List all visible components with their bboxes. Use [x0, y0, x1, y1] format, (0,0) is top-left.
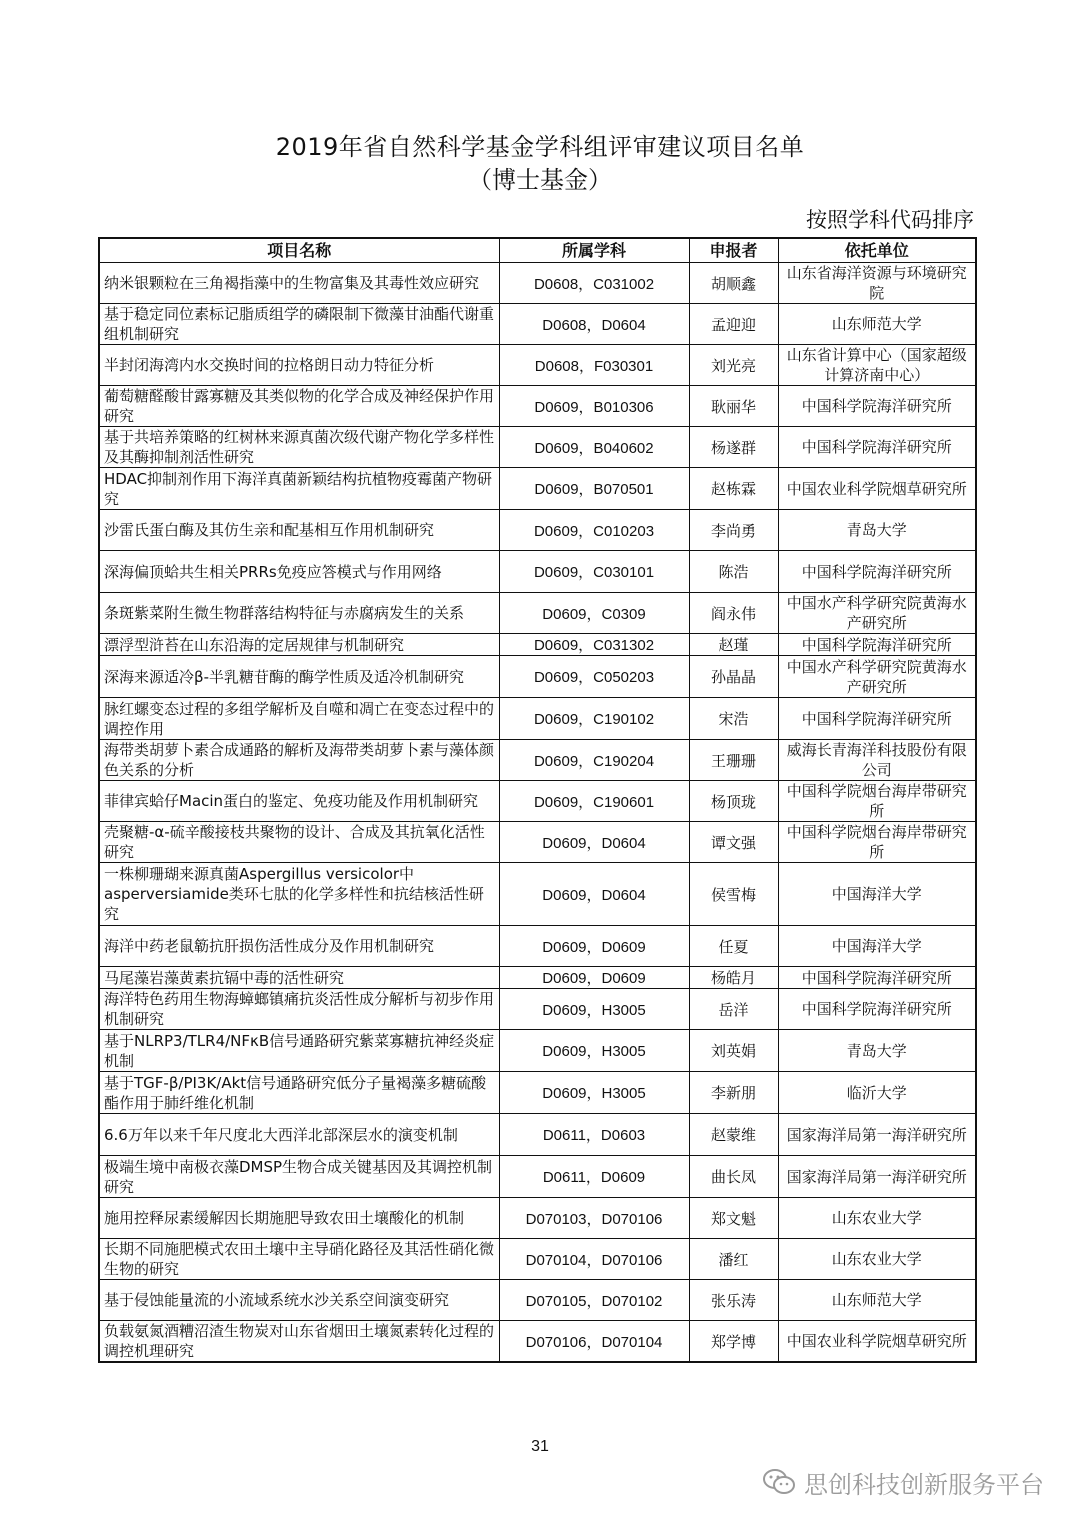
- institution-cell: [778, 989, 976, 1030]
- project-name-cell-text: 马尾藻岩藻黄素抗镉中毒的活性研究: [104, 968, 345, 987]
- table-row: [99, 1198, 976, 1239]
- applicant-cell: 赵瑾: [689, 634, 778, 656]
- header-applicant: 申报者: [689, 238, 778, 263]
- institution-cell-text: 临沂大学: [846, 1083, 907, 1102]
- discipline-cell: D0609，D0609: [499, 967, 689, 989]
- project-name-cell: [99, 510, 499, 551]
- project-name-cell-text: 一株柳珊瑚来源真菌Aspergillus versicolor中asperversiamide类环七肽的化学多样性和抗结核活性研究: [104, 865, 484, 923]
- applicant-cell: 潘红: [689, 1239, 778, 1280]
- institution-cell-text: 山东师范大学: [831, 1291, 922, 1309]
- project-name-cell: [99, 468, 499, 510]
- project-name-cell: [99, 989, 499, 1030]
- institution-cell: [778, 967, 976, 989]
- project-name-cell: [99, 1280, 499, 1321]
- discipline-cell: D0611，D0603: [499, 1114, 689, 1156]
- project-name-cell-text: 壳聚糖-α-硫辛酸接枝共聚物的设计、合成及其抗氧化活性研究: [104, 823, 485, 861]
- project-name-cell-text: 基于NLRP3/TLR4/NFκB信号通路研究紫菜寡糖抗神经炎症机制: [104, 1031, 495, 1070]
- project-name-cell: [99, 1156, 499, 1198]
- project-name-cell-text: 沙雷氏蛋白酶及其仿生亲和配基相互作用机制研究: [104, 521, 435, 539]
- discipline-cell: D070104，D070106: [499, 1239, 689, 1280]
- institution-cell-text: 山东农业大学: [831, 1209, 922, 1227]
- table-row: [99, 593, 976, 634]
- project-name-cell-text: 条斑紫菜附生微生物群落结构特征与赤腐病发生的关系: [104, 604, 465, 622]
- project-name-cell: [99, 781, 499, 822]
- applicant-cell: 郑学博: [689, 1321, 778, 1363]
- institution-cell: [778, 304, 976, 345]
- table-row: [99, 656, 976, 698]
- table-row: [99, 427, 976, 468]
- project-name-cell: [99, 1030, 499, 1072]
- discipline-cell: D070105，D070102: [499, 1280, 689, 1321]
- institution-cell-text: 山东师范大学: [831, 315, 922, 333]
- project-name-cell: [99, 656, 499, 698]
- applicant-cell: 郑文魁: [689, 1198, 778, 1239]
- applicant-cell: 杨皓月: [689, 967, 778, 989]
- page-number: 31: [531, 1438, 549, 1455]
- project-name-cell-text: 6.6万年以来千年尺度北大西洋北部深层水的演变机制: [104, 1125, 458, 1144]
- discipline-cell: D0609，C190102: [499, 698, 689, 740]
- institution-cell: [778, 345, 976, 386]
- project-name-cell-text: 深海偏顶蛤共生相关PRRs免疫应答模式与作用网络: [104, 562, 442, 581]
- institution-cell-text: 中国科学院海洋研究所: [801, 968, 952, 987]
- discipline-cell: D0611，D0609: [499, 1156, 689, 1198]
- table-row: [99, 1156, 976, 1198]
- institution-cell: [778, 263, 976, 304]
- watermark: [762, 1464, 1044, 1500]
- table-header-row: [99, 238, 976, 263]
- institution-cell-text: 中国水产科学研究院黄海水产研究所: [786, 657, 967, 696]
- institution-cell-text: 山东省海洋资源与环境研究院: [786, 264, 967, 302]
- discipline-cell: D0608，F030301: [499, 345, 689, 386]
- sort-note: 按照学科代码排序: [806, 208, 974, 232]
- applicant-cell: 孟迎迎: [689, 304, 778, 345]
- institution-cell: [778, 551, 976, 593]
- institution-cell: [778, 1321, 976, 1363]
- discipline-cell: D0609，D0609: [499, 926, 689, 967]
- institution-cell-text: 中国海洋大学: [831, 937, 922, 955]
- institution-cell: [778, 863, 976, 926]
- project-name-cell-text: 脉红螺变态过程的多组学解析及自噬和凋亡在变态过程中的调控作用: [104, 699, 495, 738]
- table-row: [99, 822, 976, 863]
- table-row: [99, 468, 976, 510]
- table-row: [99, 1321, 976, 1363]
- applicant-cell: 赵蒙维: [689, 1114, 778, 1156]
- table-row: [99, 345, 976, 386]
- applicant-cell: 侯雪梅: [689, 863, 778, 926]
- project-name-cell-text: 海洋中药老鼠簕抗肝损伤活性成分及作用机制研究: [104, 937, 435, 955]
- project-name-cell: [99, 926, 499, 967]
- applicant-cell: 刘光亮: [689, 345, 778, 386]
- project-name-cell-text: HDAC抑制剂作用下海洋真菌新颖结构抗植物疫霉菌产物研究: [104, 469, 493, 508]
- project-name-cell-text: 菲律宾蛤仔Macin蛋白的鉴定、免疫功能及作用机制研究: [104, 792, 479, 810]
- institution-cell-text: 中国科学院海洋研究所: [801, 397, 952, 415]
- discipline-cell: D0609，B070501: [499, 468, 689, 510]
- project-name-cell: [99, 263, 499, 304]
- project-name-cell-text: 深海来源适冷β-半乳糖苷酶的酶学性质及适冷机制研究: [104, 667, 464, 686]
- project-name-cell: [99, 427, 499, 468]
- table-row: [99, 863, 976, 926]
- applicant-cell: 宋浩: [689, 698, 778, 740]
- institution-cell-text: 国家海洋局第一海洋研究所: [786, 1125, 967, 1144]
- institution-cell-text: 中国水产科学研究院黄海水产研究所: [786, 594, 967, 632]
- table-row: [99, 926, 976, 967]
- header-project-name: 项目名称: [99, 238, 499, 263]
- institution-cell-text: 中国科学院海洋研究所: [801, 438, 952, 456]
- discipline-cell: D0608，C031002: [499, 263, 689, 304]
- project-name-cell-text: 葡萄糖醛酸甘露寡糖及其类似物的化学合成及神经保护作用研究: [104, 387, 495, 425]
- table-row: [99, 740, 976, 781]
- applicant-cell: 李尚勇: [689, 510, 778, 551]
- project-name-cell: [99, 863, 499, 926]
- project-table: [98, 237, 977, 1363]
- discipline-cell: D0609，C190601: [499, 781, 689, 822]
- table-row: [99, 304, 976, 345]
- applicant-cell: 曲长凤: [689, 1156, 778, 1198]
- project-name-cell-text: 负载氨氮酒糟沼渣生物炭对山东省烟田土壤氮素转化过程的调控机理研究: [104, 1322, 495, 1360]
- project-name-cell-text: 基于侵蚀能量流的小流域系统水沙关系空间演变研究: [104, 1291, 450, 1309]
- institution-cell: [778, 1030, 976, 1072]
- institution-cell: [778, 634, 976, 656]
- applicant-cell: 陈浩: [689, 551, 778, 593]
- table-row: [99, 510, 976, 551]
- institution-cell-text: 威海长青海洋科技股份有限公司: [786, 741, 967, 779]
- institution-cell-text: 山东省计算中心（国家超级计算济南中心）: [786, 346, 967, 384]
- project-name-cell-text: 长期不同施肥模式农田土壤中主导硝化路径及其活性硝化微生物的研究: [104, 1240, 495, 1278]
- applicant-cell: 张乐涛: [689, 1280, 778, 1321]
- project-name-cell: [99, 1114, 499, 1156]
- watermark-text: 思创科技创新服务平台: [804, 1470, 1044, 1499]
- discipline-cell: D0609，D0604: [499, 822, 689, 863]
- project-name-cell-text: 基于TGF-β/PI3K/Akt信号通路研究低分子量褐藻多糖硫酸酯作用于肺纤维化机制: [104, 1073, 487, 1112]
- project-name-cell: [99, 304, 499, 345]
- table-row: [99, 1114, 976, 1156]
- discipline-cell: D0609，C050203: [499, 656, 689, 698]
- discipline-cell: D0609，C031302: [499, 634, 689, 656]
- institution-cell: [778, 427, 976, 468]
- discipline-cell: D0609，C030101: [499, 551, 689, 593]
- institution-cell-text: 中国科学院海洋研究所: [801, 635, 952, 654]
- institution-cell: [778, 1072, 976, 1114]
- table-row: [99, 1072, 976, 1114]
- institution-cell: [778, 468, 976, 510]
- table-row: [99, 967, 976, 989]
- project-name-cell: [99, 1239, 499, 1280]
- institution-cell: [778, 593, 976, 634]
- institution-cell: [778, 926, 976, 967]
- discipline-cell: D070106，D070104: [499, 1321, 689, 1363]
- table-row: [99, 263, 976, 304]
- project-name-cell: [99, 967, 499, 989]
- project-name-cell: [99, 740, 499, 781]
- institution-cell: [778, 1239, 976, 1280]
- institution-cell: [778, 1114, 976, 1156]
- document-subtitle: （博士基金）: [468, 166, 612, 194]
- table-row: [99, 1030, 976, 1072]
- project-name-cell: [99, 386, 499, 427]
- header-discipline: 所属学科: [499, 238, 689, 263]
- institution-cell: [778, 1280, 976, 1321]
- institution-cell: [778, 781, 976, 822]
- project-name-cell-text: 施用控释尿素缓解因长期施肥导致农田土壤酸化的机制: [104, 1209, 465, 1227]
- discipline-cell: D070103，D070106: [499, 1198, 689, 1239]
- table-row: [99, 634, 976, 656]
- table-body: [99, 263, 976, 1363]
- institution-cell: [778, 656, 976, 698]
- project-name-cell: [99, 634, 499, 656]
- institution-cell-text: 中国科学院海洋研究所: [801, 562, 952, 581]
- project-name-cell-text: 半封闭海湾内水交换时间的拉格朗日动力特征分析: [104, 356, 435, 374]
- applicant-cell: 杨遂群: [689, 427, 778, 468]
- table-row: [99, 781, 976, 822]
- discipline-cell: D0609，B010306: [499, 386, 689, 427]
- institution-cell: [778, 510, 976, 551]
- institution-cell: [778, 698, 976, 740]
- applicant-cell: 李新朋: [689, 1072, 778, 1114]
- project-name-cell: [99, 345, 499, 386]
- institution-cell-text: 中国农业科学院烟草研究所: [786, 479, 967, 498]
- institution-cell-text: 中国科学院烟台海岸带研究所: [786, 782, 967, 820]
- project-name-cell-text: 基于稳定同位素标记脂质组学的磷限制下微藻甘油酯代谢重组机制研究: [104, 305, 495, 343]
- project-name-cell-text: 海带类胡萝卜素合成通路的解析及海带类胡萝卜素与藻体颜色关系的分析: [104, 741, 495, 779]
- table-row: [99, 386, 976, 427]
- project-name-cell: [99, 822, 499, 863]
- table-row: [99, 1239, 976, 1280]
- applicant-cell: 孙晶晶: [689, 656, 778, 698]
- institution-cell-text: 青岛大学: [846, 521, 907, 539]
- applicant-cell: 赵栋霖: [689, 468, 778, 510]
- project-name-cell-text: 海洋特色药用生物海蟑螂镇痛抗炎活性成分解析与初步作用机制研究: [104, 990, 495, 1028]
- applicant-cell: 耿丽华: [689, 386, 778, 427]
- institution-cell: [778, 822, 976, 863]
- applicant-cell: 岳洋: [689, 989, 778, 1030]
- applicant-cell: 阎永伟: [689, 593, 778, 634]
- project-name-cell: [99, 698, 499, 740]
- institution-cell: [778, 740, 976, 781]
- discipline-cell: D0609，D0604: [499, 863, 689, 926]
- institution-cell: [778, 386, 976, 427]
- applicant-cell: 刘英娟: [689, 1030, 778, 1072]
- institution-cell-text: 中国农业科学院烟草研究所: [786, 1332, 967, 1350]
- document-title: 2019年省自然科学基金学科组评审建议项目名单: [275, 133, 805, 161]
- project-name-cell: [99, 1072, 499, 1114]
- applicant-cell: 杨顶珑: [689, 781, 778, 822]
- table-row: [99, 989, 976, 1030]
- applicant-cell: 王珊珊: [689, 740, 778, 781]
- institution-cell-text: 国家海洋局第一海洋研究所: [786, 1167, 967, 1186]
- table-row: [99, 698, 976, 740]
- discipline-cell: D0609，C0309: [499, 593, 689, 634]
- project-name-cell-text: 极端生境中南极衣藻DMSP生物合成关键基因及其调控机制研究: [104, 1157, 493, 1196]
- table-row: [99, 551, 976, 593]
- header-institution: 依托单位: [778, 238, 976, 263]
- discipline-cell: D0608，D0604: [499, 304, 689, 345]
- project-name-cell-text: 纳米银颗粒在三角褐指藻中的生物富集及其毒性效应研究: [104, 274, 480, 292]
- project-name-cell: [99, 551, 499, 593]
- discipline-cell: D0609，C190204: [499, 740, 689, 781]
- project-name-cell-text: 基于共培养策略的红树林来源真菌次级代谢产物化学多样性及其酶抑制剂活性研究: [104, 428, 495, 466]
- institution-cell-text: 中国科学院海洋研究所: [801, 1000, 952, 1018]
- discipline-cell: D0609，B040602: [499, 427, 689, 468]
- wechat-icon: [762, 1468, 796, 1496]
- project-name-cell: [99, 1198, 499, 1239]
- institution-cell-text: 山东农业大学: [831, 1250, 922, 1268]
- institution-cell-text: 中国科学院烟台海岸带研究所: [786, 823, 967, 861]
- project-name-cell-text: 漂浮型浒苔在山东沿海的定居规律与机制研究: [104, 635, 405, 654]
- discipline-cell: D0609，H3005: [499, 1030, 689, 1072]
- project-name-cell: [99, 1321, 499, 1363]
- institution-cell: [778, 1156, 976, 1198]
- institution-cell-text: 中国海洋大学: [831, 885, 922, 903]
- applicant-cell: 谭文强: [689, 822, 778, 863]
- applicant-cell: 胡顺鑫: [689, 263, 778, 304]
- institution-cell-text: 青岛大学: [846, 1041, 907, 1060]
- discipline-cell: D0609，C010203: [499, 510, 689, 551]
- table-row: [99, 1280, 976, 1321]
- institution-cell-text: 中国科学院海洋研究所: [801, 709, 952, 728]
- project-name-cell: [99, 593, 499, 634]
- applicant-cell: 任夏: [689, 926, 778, 967]
- discipline-cell: D0609，H3005: [499, 1072, 689, 1114]
- institution-cell: [778, 1198, 976, 1239]
- discipline-cell: D0609，H3005: [499, 989, 689, 1030]
